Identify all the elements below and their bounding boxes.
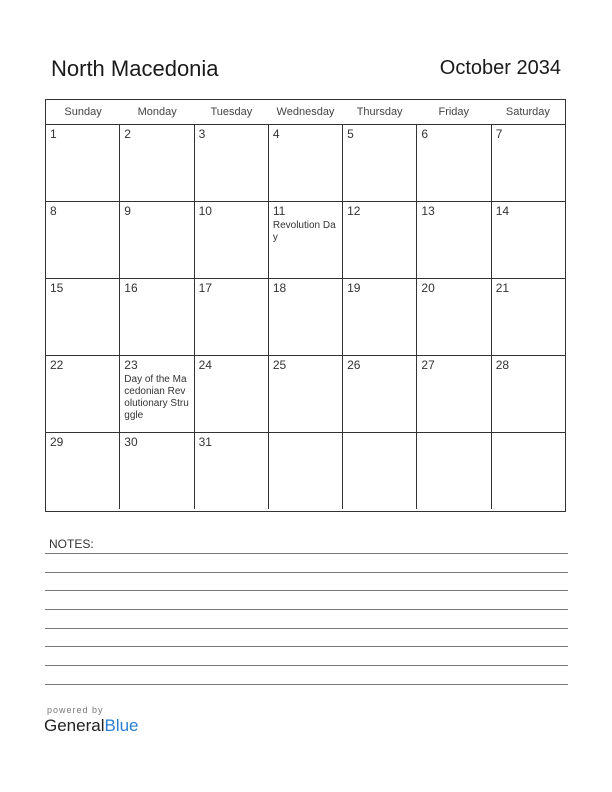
week-row — [46, 279, 565, 356]
day-number: 13 — [421, 204, 435, 218]
weekday-thursday: Thursday — [356, 106, 403, 118]
holiday-label: Revolution Day — [272, 220, 336, 243]
day-number: 17 — [198, 281, 212, 295]
day-number: 7 — [495, 127, 503, 141]
note-line — [45, 590, 568, 591]
day-cell — [492, 356, 565, 432]
day-number: 9 — [124, 204, 131, 218]
day-cell — [46, 279, 120, 355]
day-number: 28 — [495, 358, 510, 372]
day-cell — [269, 279, 343, 355]
week-row — [46, 356, 565, 433]
weekday-tuesday: Tuesday — [210, 106, 253, 118]
day-cell — [417, 279, 491, 355]
weeks-container — [46, 125, 565, 509]
day-cell — [269, 356, 343, 432]
day-cell — [46, 356, 120, 432]
day-cell — [195, 202, 269, 278]
day-number: 31 — [198, 435, 212, 449]
day-number: 25 — [272, 358, 287, 372]
day-cell — [195, 279, 269, 355]
note-line — [45, 609, 568, 610]
day-cell — [343, 433, 417, 509]
day-number: 26 — [347, 358, 361, 372]
month-title: October 2034 — [439, 57, 561, 79]
calendar-grid — [45, 99, 566, 512]
day-cell — [269, 125, 343, 201]
day-number: 8 — [50, 204, 57, 218]
day-number: 12 — [347, 204, 361, 218]
day-number: 30 — [124, 435, 138, 449]
day-cell — [343, 202, 417, 278]
day-cell — [492, 125, 565, 201]
note-line — [45, 646, 568, 647]
weekday-sunday: Sunday — [64, 106, 102, 118]
day-number: 24 — [198, 358, 212, 372]
day-number: 5 — [347, 127, 354, 141]
generalblue-logo — [44, 716, 139, 736]
powered-by-text: powered by — [47, 705, 104, 715]
day-cell — [492, 433, 565, 509]
day-cell — [417, 125, 491, 201]
day-number: 29 — [50, 435, 64, 449]
day-cell — [343, 356, 417, 432]
day-number: 22 — [50, 358, 64, 372]
day-cell — [269, 433, 343, 509]
brand-general: General — [44, 716, 105, 735]
week-row — [46, 125, 565, 202]
day-cell — [343, 125, 417, 201]
day-cell — [417, 356, 491, 432]
day-number: 10 — [198, 204, 212, 218]
weekday-wednesday: Wednesday — [276, 106, 335, 118]
day-cell — [46, 125, 120, 201]
day-cell — [492, 202, 565, 278]
day-number: 27 — [421, 358, 435, 372]
day-cell — [120, 433, 194, 509]
day-cell — [195, 356, 269, 432]
day-cell — [120, 125, 194, 201]
note-line — [45, 665, 568, 666]
day-number: 15 — [50, 281, 64, 295]
day-number: 4 — [272, 127, 280, 141]
day-number: 21 — [495, 281, 510, 295]
day-cell — [120, 356, 194, 432]
day-number: 6 — [421, 127, 429, 141]
day-cell — [46, 202, 120, 278]
day-number: 23 — [124, 358, 138, 372]
day-cell — [195, 433, 269, 509]
weekday-saturday: Saturday — [505, 106, 550, 118]
day-number: 14 — [495, 204, 510, 218]
day-number: 19 — [347, 281, 361, 295]
note-line — [45, 553, 568, 554]
day-number: 2 — [124, 127, 131, 141]
note-line — [45, 572, 568, 573]
note-line — [45, 684, 568, 685]
day-number: 16 — [124, 281, 138, 295]
day-number: 18 — [272, 281, 287, 295]
holiday-label: Day of the Macedonian Revolutionary Struggle — [124, 374, 189, 421]
notes-label: NOTES: — [49, 537, 94, 551]
weekday-friday: Friday — [438, 106, 470, 118]
day-cell — [343, 279, 417, 355]
day-number: 3 — [198, 127, 206, 141]
day-number: 1 — [50, 127, 57, 141]
day-cell — [195, 125, 269, 201]
weekday-monday: Monday — [137, 106, 177, 118]
week-row — [46, 433, 565, 509]
week-row — [46, 202, 565, 279]
day-cell — [417, 202, 491, 278]
day-cell — [46, 433, 120, 509]
day-cell — [120, 279, 194, 355]
brand-blue: Blue — [104, 716, 139, 735]
day-cell — [492, 279, 565, 355]
note-line — [45, 628, 568, 629]
day-cell — [269, 202, 343, 278]
country-title: North Macedonia — [51, 56, 219, 81]
day-cell — [417, 433, 491, 509]
day-number: 11 — [272, 204, 286, 218]
weekday-header — [46, 100, 565, 125]
day-cell — [120, 202, 194, 278]
day-number: 20 — [421, 281, 435, 295]
